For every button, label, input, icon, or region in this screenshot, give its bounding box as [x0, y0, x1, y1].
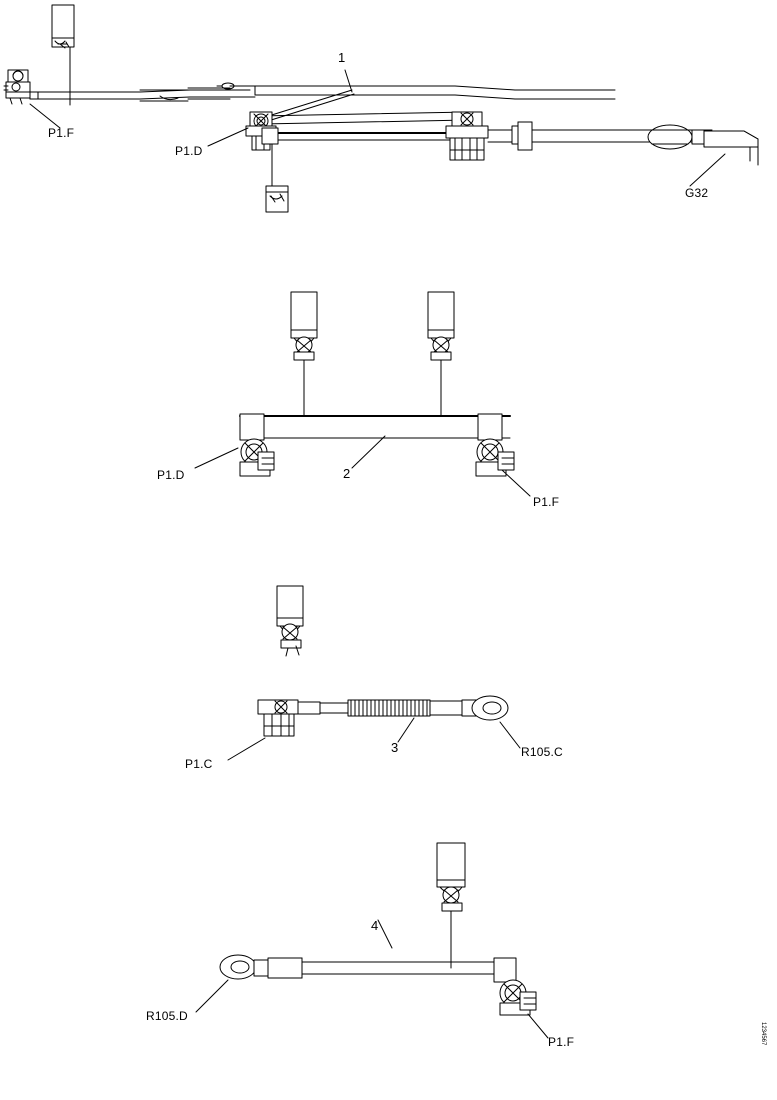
callout-3: 3: [391, 740, 399, 755]
figure-4-assembly: [196, 843, 548, 1038]
callout-2: 2: [343, 466, 351, 481]
callout-1: 1: [338, 50, 346, 65]
label-fig1-p1d: P1.D: [175, 144, 203, 158]
label-fig1-p1f: P1.F: [48, 126, 75, 140]
label-fig3-p1c: P1.C: [185, 757, 213, 771]
figure-2-assembly: [195, 292, 530, 496]
label-fig1-g32: G32: [685, 186, 709, 200]
label-fig3-r105c: R105.C: [521, 745, 563, 759]
braid-section: [348, 700, 430, 716]
label-fig2-p1d: P1.D: [157, 468, 185, 482]
figure-3-assembly: [228, 586, 520, 760]
sheet-reference-code: 1234567: [760, 1022, 766, 1046]
label-fig4-r105d: R105.D: [146, 1009, 188, 1023]
label-fig2-p1f: P1.F: [533, 495, 560, 509]
callout-4: 4: [371, 918, 379, 933]
label-fig4-p1f: P1.F: [548, 1035, 575, 1049]
figure-1-assembly: [4, 5, 758, 212]
